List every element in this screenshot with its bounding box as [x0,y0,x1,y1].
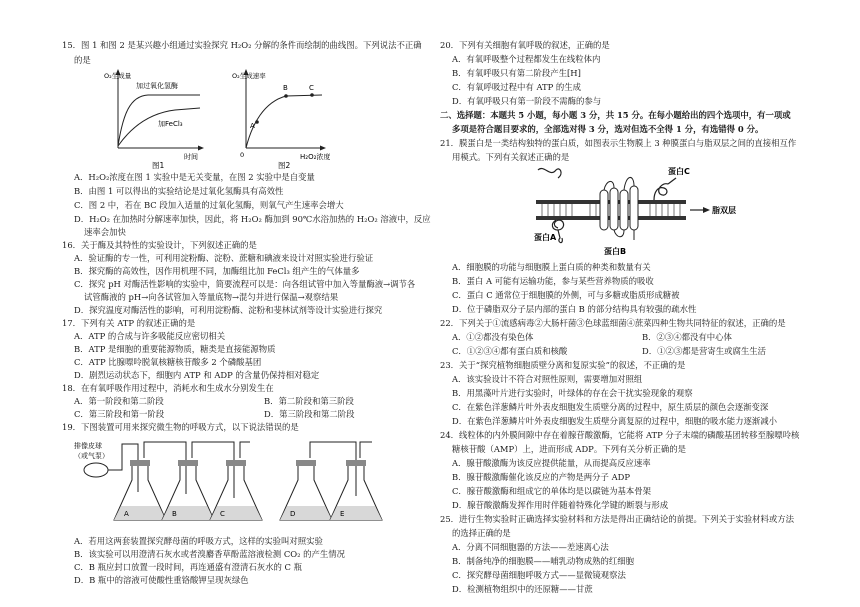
fig1-caption: 图1 [152,161,165,170]
protein-a-label: 蛋白A [534,233,557,242]
q21-stem-cont: 用模式。下列有关叙述正确的是 [452,152,570,162]
svg-text:D: D [290,510,296,518]
q23-option-a: A．该实验设计不符合对照性原则，需要增加对照组 [452,374,643,384]
q21-membrane-figure [530,164,750,256]
fig2-plot [232,69,330,170]
q23-option-b: B．用黑藻叶片进行实验时，叶绿体的存在会干扰实验现象的观察 [452,388,693,398]
fig2-point-a: A [250,122,255,130]
q15-option-a: A．H₂O₂浓度在图 1 实验中是无关变量，在图 2 实验中是自变量 [74,172,315,182]
fig2-point-c: C [309,84,314,92]
q17-option-a: A．ATP 的合成与许多吸能反应密切相关 [74,331,226,341]
q16-option-c-cont: 试管酶液的 pH→向各试管加入等量底物→混匀并进行保温→观察结果 [84,292,339,302]
q18-option-d: D．第三阶段和第二阶段 [264,409,355,419]
fig1-curve2-label: 加FeCl₃ [158,120,183,128]
q21-option-b: B．蛋白 A 可能有运输功能，参与某些营养物质的吸收 [452,276,654,286]
q21-option-c: C．蛋白 C 通常位于细胞膜的外侧，可与多糖或脂质形成糖被 [452,290,680,300]
q19-apparatus [74,434,400,532]
fig1-xlabel: 时间 [184,153,198,161]
flask-b [162,460,214,520]
svg-text:C: C [220,510,225,518]
q16-option-a: A．验证酶的专一性，可利用淀粉酶、淀粉、蔗糖和碘液来设计对照实验进行验证 [74,253,374,263]
protein-b-label: 蛋白B [604,247,627,256]
q17-option-d: D．剧烈运动状态下，细胞内 ATP 和 ADP 的含量仍保持相对稳定 [74,370,320,380]
q18-option-a: A．第一阶段和第二阶段 [74,396,164,406]
q22-option-a: A．①②都没有染色体 [452,332,534,342]
q16-option-d: D．探究温度对酶活性的影响，可利用淀粉酶、淀粉和斐林试剂等设计实验进行探究 [74,305,383,315]
section2-heading: 二、选择题：本题共 5 小题，每小题 3 分，共 15 分。在每小题给出的四个选项中，有一项或 [440,110,791,120]
flask-d [280,460,332,520]
q23-option-c: C．在紫色洋葱鳞片叶外表皮细胞发生质壁分离的过程中，原生质层的颜色会逐渐变深 [452,402,769,412]
q23-option-d: D．在紫色洋葱鳞片叶外表皮细胞发生质壁分离复原的过程中，细胞的吸水能力逐渐减小 [452,416,777,426]
q15-option-d-cont: 速率会加快 [84,227,126,237]
fig1-plot [104,69,204,170]
q19-option-a: A．若用这两套装置探究酵母菌的呼吸方式，这样的实验叫对照实验 [74,536,323,546]
q17-option-b: B．ATP 是细胞的重要能源物质，糖类是直接能源物质 [74,344,276,354]
q15-option-d: D．H₂O₂ 在加热时分解速率加快，因此，将 H₂O₂ 酶加到 90℃水浴加热的 H₂O₂ 溶液中，反应 [74,214,431,224]
section2-heading-cont: 多项是符合题目要求的，全部选对得 3 分，选对但选不全得 1 分，有选错得 0 分。 [452,124,764,134]
q23-stem: 23．关于“探究植物细胞质壁分离和复原实验”的叙述，不正确的是 [440,360,686,370]
q15-figures [100,66,330,170]
q20-option-d: D．有氧呼吸只有第一阶段不需酶的参与 [452,96,602,106]
flask-c [210,460,262,520]
q25-option-d: D．检测植物组织中的还原糖——甘蔗 [452,584,593,594]
q19-option-c: C．B 瓶应封口放置一段时间，再连通盛有澄清石灰水的 C 瓶 [74,562,302,572]
protein-b [600,177,638,240]
q21-stem: 21．膜蛋白是一类结构独特的蛋白质，如图表示生物膜上 3 种膜蛋白与脂双层之间的直接相互作 [440,138,797,148]
q20-stem: 20．下列有关细胞有氧呼吸的叙述，正确的是 [440,40,610,50]
q18-stem: 18．在有氧呼吸作用过程中，消耗水和生成水分别发生在 [62,383,274,393]
bilayer-label: 脂双层 [712,206,736,215]
protein-c [654,178,676,200]
q16-stem: 16．关于酶及其特性的实验设计，下列叙述正确的是 [62,240,257,250]
q16-option-c: C．探究 pH 对酶活性影响的实验中，简要流程可以是：向各组试管中加入等量酶液→调节各 [74,279,416,289]
q17-stem: 17．下列有关 ATP 的叙述正确的是 [62,318,196,328]
q20-option-b: B．有氧呼吸只有第二阶段产生[H] [452,68,581,78]
q15-option-c: C．图 2 中，若在 BC 段加入适量的过氧化氢酶，则氧气产生速率会增大 [74,200,344,210]
q16-option-b: B．探究酶的高效性，因作用机理不同，加酶组比加 FeCl₃ 组产生的气体量多 [74,266,360,276]
pump-label: 排像皮球 [74,442,102,450]
q25-option-b: B．制备纯净的细胞膜——哺乳动物成熟的红细胞 [452,556,635,566]
q24-stem-cont: 糖核苷酸（AMP）上，进而形成 ADP。下列有关分析正确的是 [452,444,686,454]
q24-option-d: D．腺苷酸激酶发挥作用时伴随着特殊化学键的断裂与形成 [452,500,669,510]
q18-option-b: B．第二阶段和第三阶段 [264,396,354,406]
q15-stem-cont: 的是 [74,55,91,65]
rubber-bulb [84,463,108,477]
q24-option-a: A．腺苷酸激酶为该反应提供能量，从而提高反应速率 [452,458,651,468]
q25-stem: 25．进行生物实验时正确选择实验材料和方法是得出正确结论的前提。下列关于实验材料或方法 [440,514,795,524]
q22-option-d: D．①②③都是营寄生或腐生生活 [642,346,766,356]
fig2-xlabel: H₂O₂浓度 [300,153,330,161]
q22-option-c: C．①②③④都有蛋白质和核酸 [452,346,568,356]
q24-option-c: C．腺苷酸激酶和组成它的单体均是以碳链为基本骨架 [452,486,652,496]
q24-option-b: B．腺苷酸激酶催化该反应的产物是两分子 ADP [452,472,630,482]
svg-text:A: A [124,510,129,518]
q22-option-b: B．②③④都没有中心体 [642,332,732,342]
q22-stem: 22．下列关于①流感病毒②大肠杆菌③色球蓝细菌④蔗菜四种生物共同特征的叙述，正确的是 [440,318,786,328]
q19-stem: 19．下图装置可用来探究微生物的呼吸方式，以下说法错误的是 [62,422,299,432]
pump-label-alt: （或气泵） [74,452,109,460]
q15-stem: 15．图 1 和图 2 是某兴趣小组通过实验探究 H₂O₂ 分解的条件而绘制的曲线图。下列说法不正确 [62,40,422,50]
fig2-ylabel: O₂生成速率 [232,72,266,80]
protein-c-label: 蛋白C [668,167,690,176]
q19-option-d: D．B 瓶中的溶液可使酸性重铬酸钾呈现灰绿色 [74,575,249,585]
q24-stem: 24．线粒体的内外膜间隙中存在着腺苷酸激酶，它能将 ATP 分子末端的磷酸基团转移至腺嘌呤核 [440,430,800,440]
q20-option-c: C．有氧呼吸过程中有 ATP 的生成 [452,82,582,92]
q17-option-c: C．ATP 比腺嘌呤脱氧核糖核苷酸多 2 个磷酸基团 [74,357,262,367]
svg-text:E: E [340,510,345,518]
fig2-caption: 图2 [278,161,291,170]
fig2-point-b: B [283,84,288,92]
q18-option-c: C．第三阶段和第一阶段 [74,409,165,419]
q15-option-b: B．由图 1 可以得出的实验结论是过氧化氢酶具有高效性 [74,186,284,196]
q20-option-a: A．有氧呼吸整个过程都发生在线粒体内 [452,54,601,64]
fig1-ylabel: O₂生成量 [104,72,132,80]
q19-option-b: B．该实验可以用澄清石灰水或者溴麝香草酚蓝溶液检测 CO₂ 的产生情况 [74,549,345,559]
svg-text:B: B [172,510,177,518]
q21-option-a: A．细胞膜的功能与细胞膜上蛋白质的种类和数量有关 [452,262,651,272]
fig2-origin: 0 [240,151,245,159]
q21-option-d: D．位于磷脂双分子层内部的蛋白 B 的部分结构具有较强的疏水性 [452,304,697,314]
q25-stem-cont: 的选择正确的是 [452,528,511,538]
q25-option-c: C．探究酵母菌细胞呼吸方式——显微镜观察法 [452,570,626,580]
fig1-curve1-label: 加过氧化氢酶 [136,82,178,90]
q25-option-a: A．分离不同细胞器的方法——差速离心法 [452,542,609,552]
